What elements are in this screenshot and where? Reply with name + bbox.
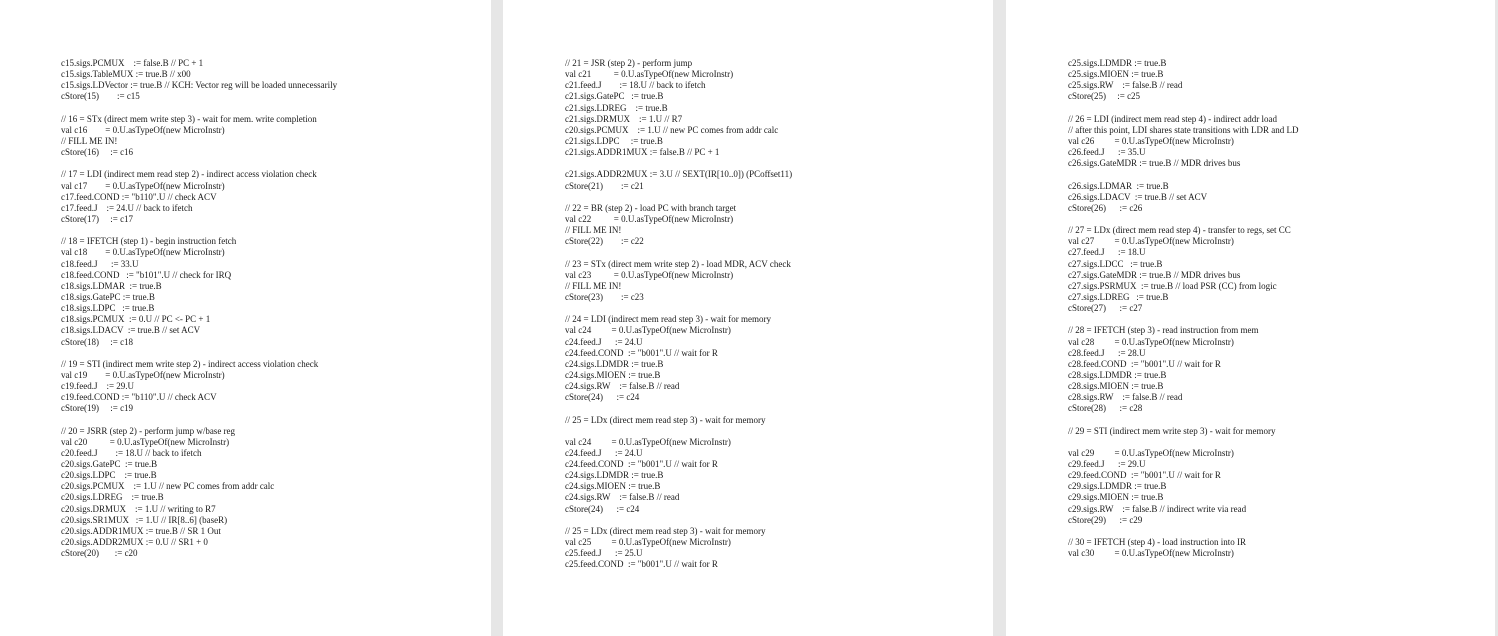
code-line: c21.sigs.LDPC := true.B [565,135,663,146]
code-line: val c30 = 0.U.asTypeOf(new MicroInstr) [1068,548,1234,559]
code-line: c20.sigs.PCMUX := 1.U // new PC comes from addr calc [61,481,275,492]
code-line: c17.feed.J := 24.U // back to ifetch [61,202,193,213]
code-line: cStore(21) := c21 [565,180,644,191]
code-line: c21.sigs.GatePC := true.B [565,91,664,102]
code-column [61,58,337,559]
code-line: cStore(18) := c18 [61,336,134,347]
code-line: c29.feed.J := 29.U [1068,459,1146,470]
code-line: cStore(20) := c20 [61,548,138,559]
code-line: cStore(23) := c23 [565,291,644,302]
code-line: cStore(25) := c25 [1068,91,1141,102]
code-line: c27.sigs.GateMDR := true.B // MDR drives bus [1068,269,1241,280]
code-line: c27.feed.J := 18.U [1068,247,1146,258]
code-line: // 16 = STx (direct mem write step 3) - wait for mem. write completion [61,113,317,124]
code-line: c20.sigs.ADDR2MUX := 0.U // SR1 + 0 [61,537,208,548]
code-line: c15.sigs.TableMUX := true.B // x00 [61,69,191,80]
code-line: c19.feed.COND := "b110".U // check ACV [61,392,217,403]
code-line: c28.sigs.RW := false.B // read [1068,392,1183,403]
code-line: c18.feed.J := 33.U [61,258,139,269]
blank-line [61,348,337,359]
blank-line [1068,169,1298,180]
code-line: c26.sigs.GateMDR := true.B // MDR drives bus [1068,158,1241,169]
code-line: c20.sigs.SR1MUX := 1.U // IR[8..6] (baseR) [61,514,228,525]
code-line: // after this point, LDI shares state transitions with LDR and LD [1068,124,1299,135]
code-line: val c26 = 0.U.asTypeOf(new MicroInstr) [1068,135,1234,146]
code-line: c24.feed.J := 24.U [565,447,643,458]
document-page-1 [0,0,491,636]
code-line: c18.sigs.GatePC := true.B [61,291,155,302]
code-line: c15.sigs.LDVector := true.B // KCH: Vector reg will be loaded unnecessarily [61,80,338,91]
code-line: c20.sigs.LDPC := true.B [61,470,157,481]
code-line: val c16 = 0.U.asTypeOf(new MicroInstr) [61,124,225,135]
code-line: // 27 = LDx (direct mem read step 4) - transfer to regs, set CC [1068,225,1291,236]
code-line: // 24 = LDI (indirect mem read step 3) - wait for memory [565,314,772,325]
code-line: c29.feed.COND := "b001".U // wait for R [1068,470,1221,481]
code-line: c20.sigs.LDREG := true.B [61,492,164,503]
code-line: c24.sigs.RW := false.B // read [565,381,680,392]
code-line: c28.sigs.LDMDR := true.B [1068,369,1167,380]
code-line: c21.sigs.ADDR1MUX := false.B // PC + 1 [565,147,720,158]
code-line: val c17 = 0.U.asTypeOf(new MicroInstr) [61,180,225,191]
code-column [565,58,792,570]
code-line: val c29 = 0.U.asTypeOf(new MicroInstr) [1068,447,1234,458]
code-line: c19.feed.J := 29.U [61,381,135,392]
code-line: val c25 = 0.U.asTypeOf(new MicroInstr) [565,537,731,548]
code-line: c24.sigs.MIOEN := true.B [565,369,661,380]
code-line: c18.sigs.PCMUX := 0.U // PC <- PC + 1 [61,314,211,325]
code-line: c28.feed.COND := "b001".U // wait for R [1068,358,1221,369]
blank-line [1068,415,1298,426]
blank-line [565,515,792,526]
blank-line [565,426,792,437]
blank-line [1068,314,1298,325]
blank-line [1068,214,1298,225]
code-line: // 25 = LDx (direct mem read step 3) - wait for memory [565,414,766,425]
code-line: // FILL ME IN! [61,135,118,146]
code-line: c29.sigs.MIOEN := true.B [1068,492,1164,503]
code-line: // 23 = STx (direct mem write step 2) - load MDR, ACV check [565,258,791,269]
document-page-2 [503,0,993,636]
code-line: c21.sigs.ADDR2MUX := 3.U // SEXT(IR[10..0]) (PCoffset11) [565,169,793,180]
code-line: // 28 = IFETCH (step 3) - read instruction from mem [1068,325,1259,336]
code-line: c26.sigs.LDMAR := true.B [1068,180,1169,191]
blank-line [61,415,337,426]
code-line: c18.sigs.LDACV := true.B // set ACV [61,325,201,336]
code-line: val c19 = 0.U.asTypeOf(new MicroInstr) [61,369,225,380]
code-line: c18.sigs.LDMAR := true.B [61,280,162,291]
code-line: c15.sigs.PCMUX := false.B // PC + 1 [61,58,204,68]
code-line: c28.feed.J := 28.U [1068,347,1146,358]
code-line: // 29 = STI (indirect mem write step 3) - wait for memory [1068,425,1276,436]
code-line: cStore(17) := c17 [61,213,134,224]
code-line: cStore(22) := c22 [565,236,644,247]
code-line: // 17 = LDI (indirect mem read step 2) - indirect access violation check [61,169,317,180]
code-line: c29.sigs.RW := false.B // indirect write via read [1068,503,1247,514]
code-line: c21.sigs.LDREG := true.B [565,102,668,113]
code-line: c20.sigs.ADDR1MUX := true.B // SR 1 Out [61,525,221,536]
code-line: val c24 = 0.U.asTypeOf(new MicroInstr) [565,436,731,447]
code-line: cStore(24) := c24 [565,503,640,514]
code-line: c25.feed.COND := "b001".U // wait for R [565,559,718,570]
code-line: // 20 = JSRR (step 2) - perform jump w/base reg [61,425,236,436]
code-line: c18.feed.COND := "b101".U // check for IRQ [61,269,232,280]
code-line: val c18 = 0.U.asTypeOf(new MicroInstr) [61,247,225,258]
code-line: c24.feed.COND := "b001".U // wait for R [565,347,718,358]
code-line: cStore(28) := c28 [1068,403,1143,414]
code-line: // 30 = IFETCH (step 4) - load instruction into IR [1068,537,1247,548]
blank-line [565,303,792,314]
code-line: c25.feed.J := 25.U [565,548,643,559]
code-line: // 18 = IFETCH (step 1) - begin instruction fetch [61,236,237,247]
code-line: c24.sigs.LDMDR := true.B [565,358,664,369]
code-line: c21.feed.J := 18.U // back to ifetch [565,80,706,91]
code-line: // 21 = JSR (step 2) - perform jump [565,58,693,68]
code-line: c24.feed.COND := "b001".U // wait for R [565,459,718,470]
code-line: // 19 = STI (indirect mem write step 2) - indirect access violation check [61,358,319,369]
code-line: c21.sigs.DRMUX := 1.U // R7 [565,113,683,124]
document-page-3 [1006,0,1495,636]
code-line: c25.sigs.MIOEN := true.B [1068,69,1164,80]
code-line: val c28 = 0.U.asTypeOf(new MicroInstr) [1068,336,1234,347]
code-line: val c21 = 0.U.asTypeOf(new MicroInstr) [565,69,734,80]
code-line: c18.sigs.LDPC := true.B [61,303,155,314]
code-line: c27.sigs.LDCC := true.B [1068,258,1163,269]
blank-line [1068,526,1298,537]
blank-line [565,192,792,203]
code-line: c24.feed.J := 24.U [565,336,643,347]
code-line: cStore(26) := c26 [1068,202,1143,213]
code-line: c27.sigs.PSRMUX := true.B // load PSR (CC) from logic [1068,280,1277,291]
code-line: cStore(27) := c27 [1068,303,1143,314]
code-line: // 22 = BR (step 2) - load PC with branch target [565,202,737,213]
code-line: cStore(29) := c29 [1068,514,1143,525]
code-line: c24.sigs.MIOEN := true.B [565,481,661,492]
code-line: cStore(24) := c24 [565,392,640,403]
code-line: c25.sigs.RW := false.B // read [1068,80,1183,91]
code-line: c26.feed.J := 35.U [1068,147,1146,158]
code-line: c27.sigs.LDREG := true.B [1068,291,1169,302]
code-line: c25.sigs.LDMDR := true.B [1068,58,1167,68]
code-line: c24.sigs.RW := false.B // read [565,492,680,503]
code-line: cStore(19) := c19 [61,403,134,414]
blank-line [565,158,792,169]
code-line: c20.sigs.DRMUX := 1.U // writing to R7 [61,503,216,514]
code-line: val c23 = 0.U.asTypeOf(new MicroInstr) [565,269,734,280]
code-column [1068,58,1298,559]
blank-line [61,103,337,114]
code-line: // 26 = LDI (indirect mem read step 4) - indirect addr load [1068,113,1278,124]
blank-line [565,403,792,414]
code-line: val c20 = 0.U.asTypeOf(new MicroInstr) [61,436,230,447]
code-line: c29.sigs.LDMDR := true.B [1068,481,1167,492]
code-line: c26.sigs.LDACV := true.B // set ACV [1068,191,1208,202]
blank-line [61,225,337,236]
code-line: cStore(16) := c16 [61,147,134,158]
code-line: val c22 = 0.U.asTypeOf(new MicroInstr) [565,213,734,224]
code-line: // 25 = LDx (direct mem read step 3) - wait for memory [565,525,766,536]
code-line: c20.sigs.GatePC := true.B [61,459,158,470]
blank-line [1068,437,1298,448]
code-line: c17.feed.COND := "b110".U // check ACV [61,191,217,202]
code-line: // FILL ME IN! [565,225,622,236]
blank-line [1068,103,1298,114]
code-line: val c27 = 0.U.asTypeOf(new MicroInstr) [1068,236,1234,247]
code-line: c24.sigs.LDMDR := true.B [565,470,664,481]
blank-line [565,247,792,258]
code-line: // FILL ME IN! [565,280,622,291]
code-line: val c24 = 0.U.asTypeOf(new MicroInstr) [565,325,731,336]
code-line: c20.feed.J := 18.U // back to ifetch [61,447,202,458]
blank-line [61,158,337,169]
code-line: c28.sigs.MIOEN := true.B [1068,381,1164,392]
code-line: c20.sigs.PCMUX := 1.U // new PC comes from addr calc [565,124,779,135]
code-line: cStore(15) := c15 [61,91,140,102]
